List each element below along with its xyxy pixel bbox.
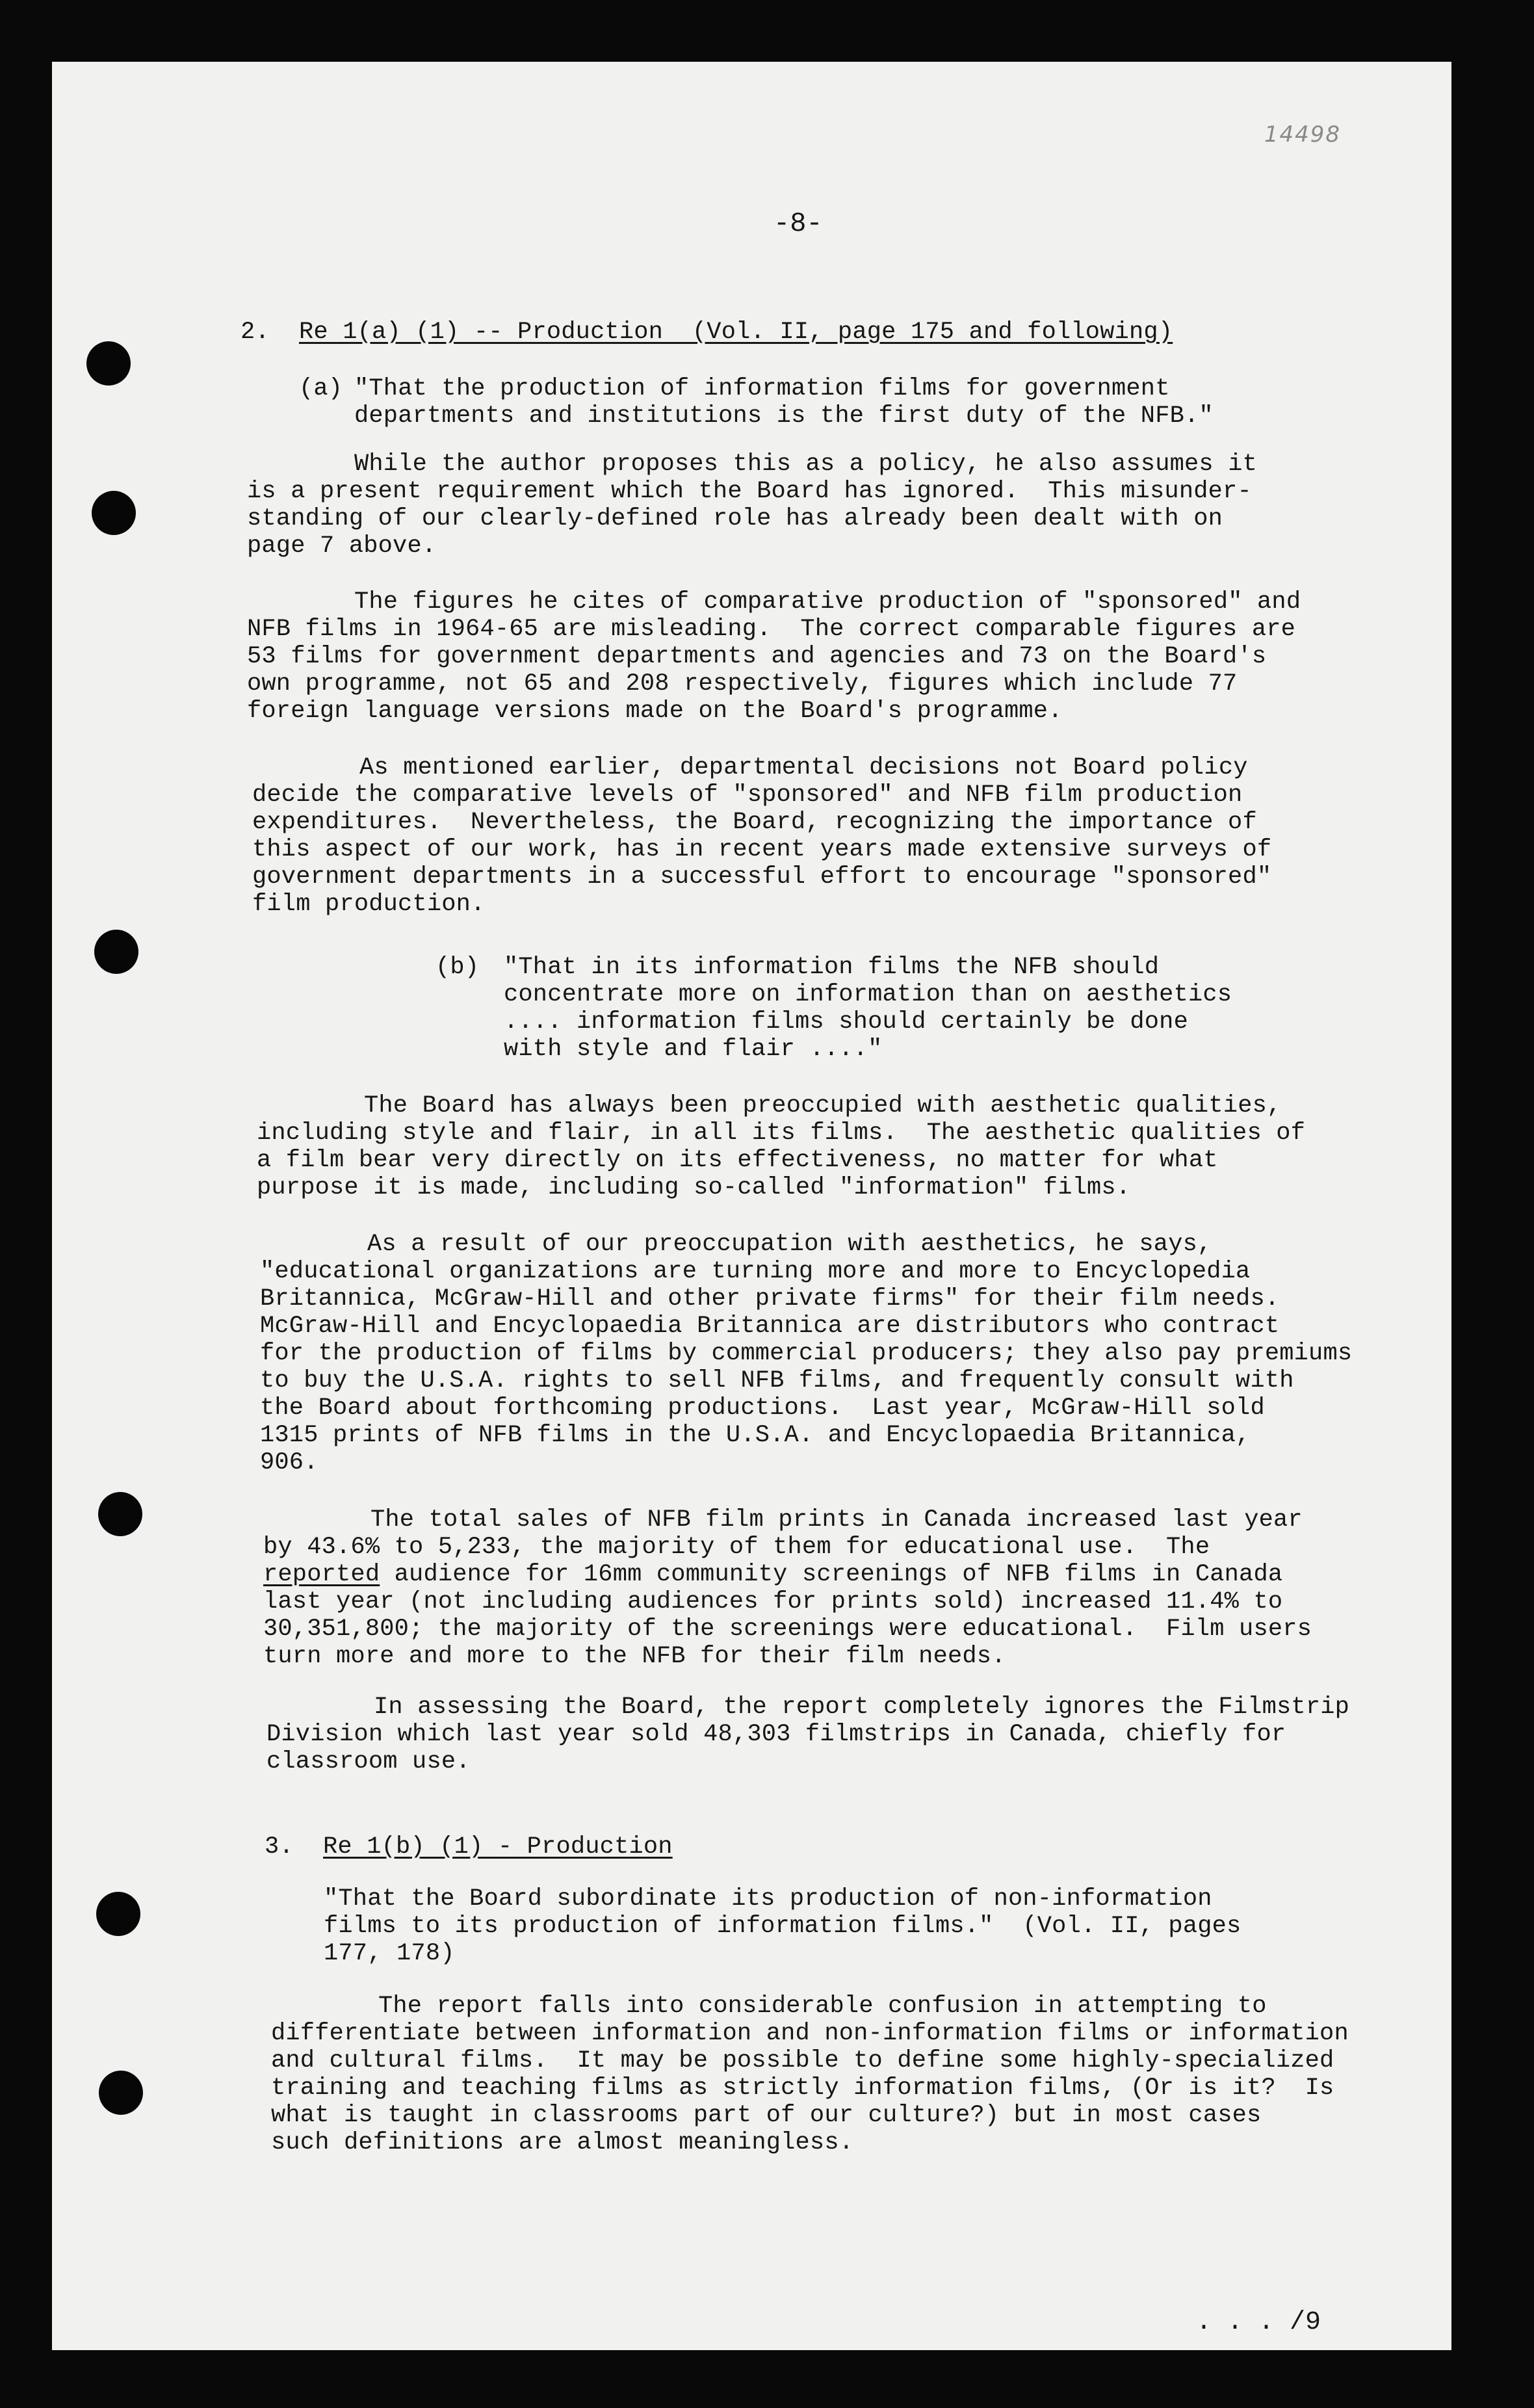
paragraph-lines: The total sales of NFB film prints in Canada increased last year by 43.6% to 5,233, the majority of them for educational use. The <box>263 1506 1303 1561</box>
paragraph-lines: last year (not including audiences for prints sold) increased 11.4% to 30,351,800; the majority of the screenings were educational. Film users turn more and more to the NFB for their film needs. <box>263 1588 1312 1670</box>
punch-hole <box>86 341 131 386</box>
paragraph: The Board has always been preoccupied with aesthetic qualities, including style and flair, in all its films. The aesthetic qualities of a film bear very directly on its effectiveness, no matter for what purpose it is made, including so-called "information" films. <box>257 1092 1306 1201</box>
punch-hole <box>98 1492 142 1536</box>
quote-label: (a) <box>299 375 343 402</box>
paragraph: In assessing the Board, the report completely ignores the Filmstrip Division which last year sold 48,303 filmstrips in Canada, chiefly for classroom use. <box>266 1694 1350 1775</box>
punch-hole <box>92 491 136 535</box>
paragraph <box>263 1506 1312 1670</box>
punch-hole <box>99 2071 143 2115</box>
page-number: -8- <box>774 208 823 239</box>
quote-a: "That the production of information films for government departments and institutions is the first duty of the NFB." <box>354 375 1214 430</box>
section-3-heading <box>265 1833 673 1861</box>
continuation-marker: . . . /9 <box>1196 2308 1321 2337</box>
paragraph: While the author proposes this as a policy, he also assumes it is a present requirement which the Board has ignored. This misunder- standing of our clearly-defined role has already been dealt with on page 7 above. <box>247 451 1258 560</box>
punch-hole <box>94 930 138 974</box>
quote-b: "That in its information films the NFB should concentrate more on information than on aesthetics .... information films should certainly be done with style and flair ...." <box>504 954 1232 1063</box>
section-3-quote: "That the Board subordinate its production of non-information films to its production of information films." (Vol. II, pages 177, 178) <box>324 1885 1242 1967</box>
paragraph: The figures he cites of comparative production of "sponsored" and NFB films in 1964-65 are misleading. The correct comparable figures are 53 films for government departments and agencies and 73 on the Board's own programme, not 65 and 208 respectively, figures which include 77 foreign language versions made on the Board's programme. <box>247 588 1301 725</box>
underlined-word: reported <box>263 1561 380 1588</box>
section-2-heading <box>240 319 1173 346</box>
quote-label: (b) <box>436 954 480 981</box>
section-title: Re 1(a) (1) -- Production (Vol. II, page 175 and following) <box>299 319 1173 346</box>
document-page <box>52 62 1451 2350</box>
section-title: Re 1(b) (1) - Production <box>323 1833 673 1861</box>
archive-number: 14498 <box>1264 122 1341 148</box>
punch-hole <box>96 1892 140 1936</box>
paragraph-lines: audience for 16mm community screenings of NFB films in Canada <box>380 1561 1283 1588</box>
paragraph: As a result of our preoccupation with aesthetics, he says, "educational organizations are turning more and more to Encyclopedia Britannica, McGraw-Hill and other private firms" for their film needs. McGraw-Hill and Encyclopaedia Britannica are distributors who contract for the production of films by commercial producers; they also pay premiums to buy the U.S.A. rights to sell NFB films, and frequently consult with the Board about forthcoming productions. Last year, McGraw-Hill sold 1315 prints of NFB films in the U.S.A. and Encyclopaedia Britannica, 906. <box>260 1231 1353 1476</box>
section-number: 2. <box>240 319 270 346</box>
section-number: 3. <box>265 1833 294 1861</box>
paragraph: The report falls into considerable confusion in attempting to differentiate between information and non-information films or information and cultural films. It may be possible to define some highly-specialized training and teaching films as strictly information films, (Or is it? Is what is taught in classrooms part of our culture?) but in most cases such definitions are almost meaningless. <box>271 1993 1349 2156</box>
paragraph: As mentioned earlier, departmental decisions not Board policy decide the comparative levels of "sponsored" and NFB film production expenditures. Nevertheless, the Board, recognizing the importance of this aspect of our work, has in recent years made extensive surveys of government departments in a successful effort to encourage "sponsored" film production. <box>252 754 1272 918</box>
